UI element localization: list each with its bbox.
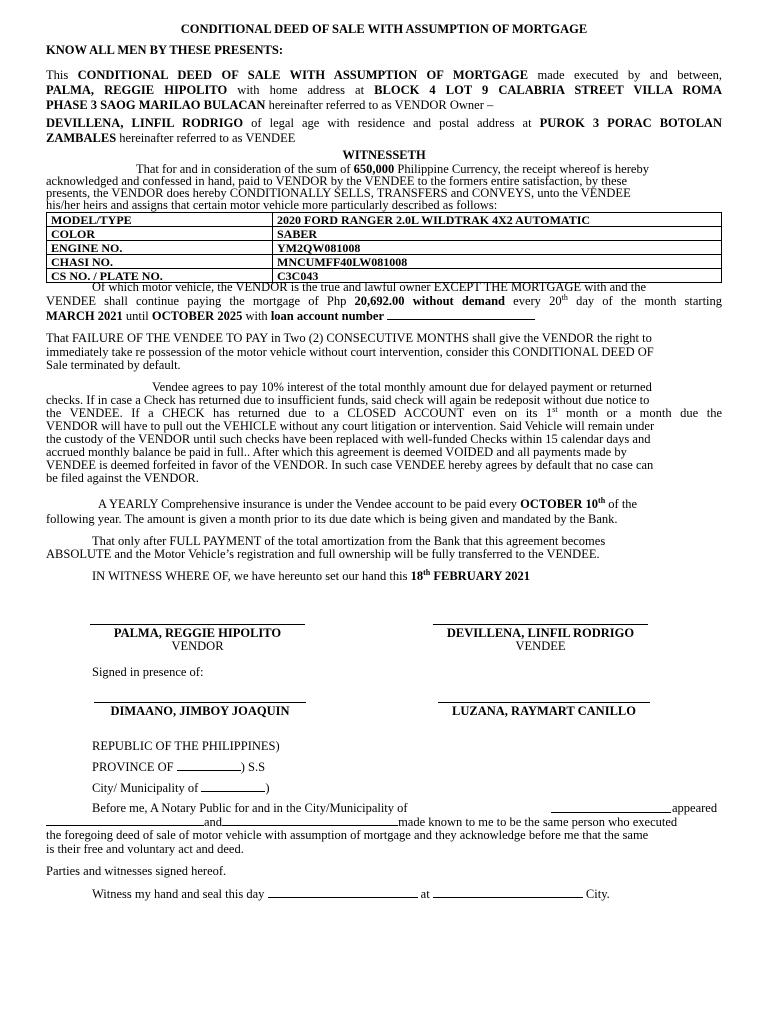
witnesseth-line-3: presents, the VENDOR does hereby CONDITIONALLY SELLS, TRANSFERS and CONVEYS, unto the VENDEE: [46, 186, 631, 200]
sale-amount: 650,000: [353, 162, 395, 176]
parties-line-1: This CONDITIONAL DEED OF SALE WITH ASSUMPTION OF MORTGAGE made executed by and between,: [46, 68, 722, 82]
vendee-address: PUROK 3 PORAC BOTOLAN: [539, 116, 722, 130]
vendee-signature-name: DEVILLENA, LINFIL RODRIGO: [446, 626, 635, 640]
failure-line-1: That FAILURE OF THE VENDEE TO PAY in Two (2) CONSECUTIVE MONTHS shall give the VENDOR the right to: [46, 331, 652, 345]
vehicle-spec-row: [47, 227, 722, 241]
seal-day-blank: [268, 886, 418, 898]
vehicle-spec-label: ENGINE NO.: [47, 241, 273, 255]
document-title: CONDITIONAL DEED OF SALE WITH ASSUMPTION OF MORTGAGE: [180, 22, 588, 36]
interest-line-4: VENDOR will have to pull out the VEHICLE without any court litigation or intervention. Said Vehicle will remain under: [46, 419, 655, 433]
parties-line-4: DEVILLENA, LINFIL RODRIGO of legal age with residence and postal address at PUROK 3 PORAC BOTOLAN: [46, 116, 722, 130]
vehicle-spec-value: C3C043: [273, 269, 722, 283]
vehicle-spec-value: YM2QW081008: [273, 241, 722, 255]
parties-line-3: PHASE 3 SAOG MARILAO BULACAN hereinafter referred to as VENDOR Owner –: [46, 98, 494, 112]
vendor-role: VENDOR: [171, 639, 224, 653]
vendor-signature-line: [90, 624, 305, 625]
appeared-label: appeared: [672, 801, 718, 815]
parties-signed-line: Parties and witnesses signed hereof.: [46, 864, 227, 878]
before-me-line: Before me, A Notary Public for and in the City/Municipality of: [92, 801, 408, 815]
mortgage-line-2: VENDEE shall continue paying the mortgage of Php 20,692.00 without demand every 20th day of the month starting: [46, 292, 723, 308]
parties-line-2: PALMA, REGGIE HIPOLITO with home address at BLOCK 4 LOT 9 CALABRIA STREET VILLA ROMA: [46, 83, 722, 97]
seal-city-blank: [433, 886, 583, 898]
vehicle-spec-value: SABER: [273, 227, 722, 241]
province-blank: [177, 759, 241, 771]
interest-line-1: Vendee agrees to pay 10% interest of the total monthly amount due for delayed payment or returned: [152, 380, 652, 394]
vendee-role: VENDEE: [515, 639, 566, 653]
insurance-line-1: A YEARLY Comprehensive insurance is under the Vendee account to be paid every OCTOBER 10th of the: [98, 495, 638, 511]
vehicle-spec-label: CHASI NO.: [47, 255, 273, 269]
vehicle-spec-row: [47, 213, 722, 227]
full-payment-line-2: ABSOLUTE and the Motor Vehicle’s registration and full ownership will be fully transferred to the VENDEE.: [46, 547, 600, 561]
interest-line-3: the VENDEE. If a CHECK has returned due to a CLOSED ACCOUNT even on its 1st month or a month due the: [46, 404, 723, 420]
witnesseth-line-1: That for and in consideration of the sum of 650,000 Philippine Currency, the receipt whereof is hereby: [136, 162, 649, 176]
vendor-signature-name: PALMA, REGGIE HIPOLITO: [113, 626, 282, 640]
witness2-name: LUZANA, RAYMART CANILLO: [452, 704, 636, 718]
vehicle-spec-label: MODEL/TYPE: [47, 213, 273, 227]
vehicle-spec-row: [47, 255, 722, 269]
full-payment-line-1: That only after FULL PAYMENT of the total amortization from the Bank that this agreement becomes: [92, 534, 606, 548]
parties-line-5: ZAMBALES hereinafter referred to as VENDEE: [46, 131, 296, 145]
witness1-signature-line: [94, 702, 306, 703]
interest-line-5: the custody of the VENDOR until such checks have been replaced with well-funded Checks within 15 calendar days and: [46, 432, 651, 446]
in-witness-line: IN WITNESS WHERE OF, we have hereunto set our hand this 18th FEBRUARY 2021: [92, 567, 531, 583]
witness1-name: DIMAANO, JIMBOY JOAQUIN: [110, 704, 290, 718]
notary-line-3: the foregoing deed of sale of motor vehicle with assumption of mortgage and they acknowledge before me that the same: [46, 828, 649, 842]
person2-blank: [222, 814, 398, 826]
witness-seal-line: Witness my hand and seal this day at City.: [92, 887, 610, 901]
interest-line-7: VENDEE is deemed forfeited in favor of the VENDOR. In such case VENDEE hereby agrees by default that no case can: [46, 458, 654, 472]
vehicle-specs-table: [46, 212, 722, 283]
interest-line-6: accrued monthly balance be paid in full.. After which this agreement is deemed VOIDED and all payments made by: [46, 445, 627, 459]
witness2-signature-line: [438, 702, 650, 703]
mortgage-amount: 20,692.00 without demand: [354, 294, 505, 308]
signed-presence-label: Signed in presence of:: [92, 665, 204, 679]
mortgage-line-1: Of which motor vehicle, the VENDOR is the true and lawful owner EXCEPT THE MORTGAGE with and the: [92, 280, 647, 294]
insurance-date: OCTOBER 10: [520, 497, 599, 511]
vendor-name: PALMA, REGGIE HIPOLITO: [46, 83, 228, 97]
notary-line-4: is their free and voluntary act and deed.: [46, 842, 244, 856]
city-line: City/ Municipality of ): [92, 781, 270, 795]
failure-line-3: Sale terminated by default.: [46, 358, 181, 372]
vehicle-spec-label: COLOR: [47, 227, 273, 241]
loan-account-blank: [387, 308, 535, 320]
insurance-line-2: following year. The amount is given a month prior to its due date which is being given and mandated by the Bank.: [46, 512, 618, 526]
person1-blank: [46, 814, 204, 826]
interest-line-8: be filed against the VENDOR.: [46, 471, 199, 485]
witnesseth-line-4: his/her heirs and assigns that certain motor vehicle more particularly described as follows:: [46, 198, 498, 212]
witnesseth-line-2: acknowledged and confessed in hand, paid to VENDOR by the VENDEE to the formers entire satisfaction, by these: [46, 174, 627, 188]
vendee-signature-line: [433, 624, 648, 625]
republic-line: REPUBLIC OF THE PHILIPPINES): [92, 739, 280, 753]
vehicle-spec-value: MNCUMFF40LW081008: [273, 255, 722, 269]
vehicle-spec-value: 2020 FORD RANGER 2.0L WILDTRAK 4X2 AUTOMATIC: [273, 213, 722, 227]
vehicle-spec-row: [47, 241, 722, 255]
failure-line-2: immediately take re possession of the motor vehicle without court intervention, consider this CONDITIONAL DEED OF: [46, 345, 654, 359]
vendor-address: BLOCK 4 LOT 9 CALABRIA STREET VILLA ROMA: [374, 83, 722, 97]
witnesseth-heading: WITNESSETH: [342, 148, 426, 162]
vendee-name: DEVILLENA, LINFIL RODRIGO: [46, 116, 244, 130]
province-line: PROVINCE OF ) S.S: [92, 760, 266, 774]
city-blank: [201, 780, 265, 792]
interest-line-2: checks. If in case a Check has returned due to insufficient funds, said check will again be redeposit without due notice to: [46, 393, 650, 407]
know-all-heading: KNOW ALL MEN BY THESE PRESENTS:: [46, 43, 283, 57]
vehicle-spec-label: CS NO. / PLATE NO.: [47, 269, 273, 283]
mortgage-line-3: MARCH 2021 until OCTOBER 2025 with loan account number: [46, 308, 535, 323]
municipality-blank: [551, 801, 671, 813]
and-line: and made known to me to be the same person who executed: [46, 814, 677, 829]
